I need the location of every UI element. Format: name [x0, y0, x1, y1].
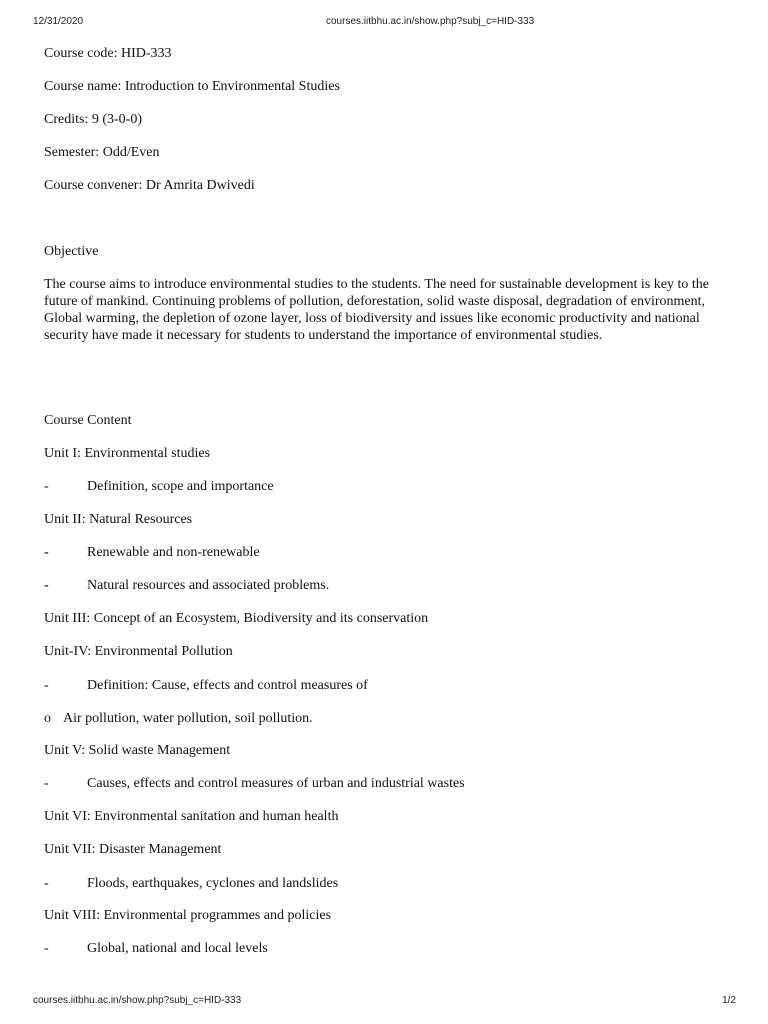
- dash-bullet: -: [44, 876, 49, 891]
- list-item-text: Renewable and non-renewable: [87, 545, 260, 560]
- dash-bullet: -: [44, 776, 49, 791]
- dash-bullet: -: [44, 578, 49, 593]
- unit-7-title: Unit VII: Disaster Management: [44, 842, 222, 857]
- course-credits: Credits: 9 (3-0-0): [44, 112, 142, 127]
- circle-bullet: o: [44, 711, 51, 726]
- dash-bullet: -: [44, 678, 49, 693]
- unit-3-title: Unit III: Concept of an Ecosystem, Biodiversity and its conservation: [44, 611, 429, 626]
- course-content-heading: Course Content: [44, 413, 132, 428]
- objective-paragraph: The course aims to introduce environmental studies to the students. The need for sustainable development is key to the future of mankind. Continuing problems of pollution, deforestation, solid waste disposal, degradation of environment, Global warming, the depletion of ozone layer, loss of biodiversity and issues like economic productivity and national security have made it necessary for students to understand the importance of environmental studies.: [44, 277, 709, 343]
- print-header: [0, 16, 768, 30]
- dash-bullet: -: [44, 545, 49, 560]
- unit-4-title: Unit-IV: Environmental Pollution: [44, 644, 233, 659]
- objective-heading: Objective: [44, 244, 99, 259]
- course-name: Course name: Introduction to Environmental Studies: [44, 79, 340, 94]
- list-item-text: Causes, effects and control measures of urban and industrial wastes: [87, 776, 465, 791]
- list-item-text: Definition, scope and importance: [87, 479, 274, 494]
- list-item-text: Natural resources and associated problems.: [87, 578, 330, 593]
- print-footer-url: courses.iitbhu.ac.in/show.php?subj_c=HID-333: [33, 995, 242, 1006]
- unit-6-title: Unit VI: Environmental sanitation and human health: [44, 809, 339, 824]
- course-convener: Course convener: Dr Amrita Dwivedi: [44, 178, 255, 193]
- course-semester: Semester: Odd/Even: [44, 145, 160, 160]
- dash-bullet: -: [44, 479, 49, 494]
- sub-list-item-text: Air pollution, water pollution, soil pollution.: [63, 711, 313, 726]
- unit-2-title: Unit II: Natural Resources: [44, 512, 193, 527]
- unit-5-title: Unit V: Solid waste Management: [44, 743, 231, 758]
- print-footer: [0, 995, 768, 1009]
- print-date: 12/31/2020: [33, 16, 84, 27]
- course-code: Course code: HID-333: [44, 46, 172, 61]
- page-number: 1/2: [722, 995, 736, 1006]
- list-item-text: Floods, earthquakes, cyclones and landslides: [87, 876, 339, 891]
- dash-bullet: -: [44, 941, 49, 956]
- print-header-url: courses.iitbhu.ac.in/show.php?subj_c=HID-333: [326, 16, 535, 27]
- unit-8-title: Unit VIII: Environmental programmes and policies: [44, 908, 332, 923]
- list-item-text: Definition: Cause, effects and control measures of: [87, 678, 368, 693]
- list-item-text: Global, national and local levels: [87, 941, 268, 956]
- unit-1-title: Unit I: Environmental studies: [44, 446, 211, 461]
